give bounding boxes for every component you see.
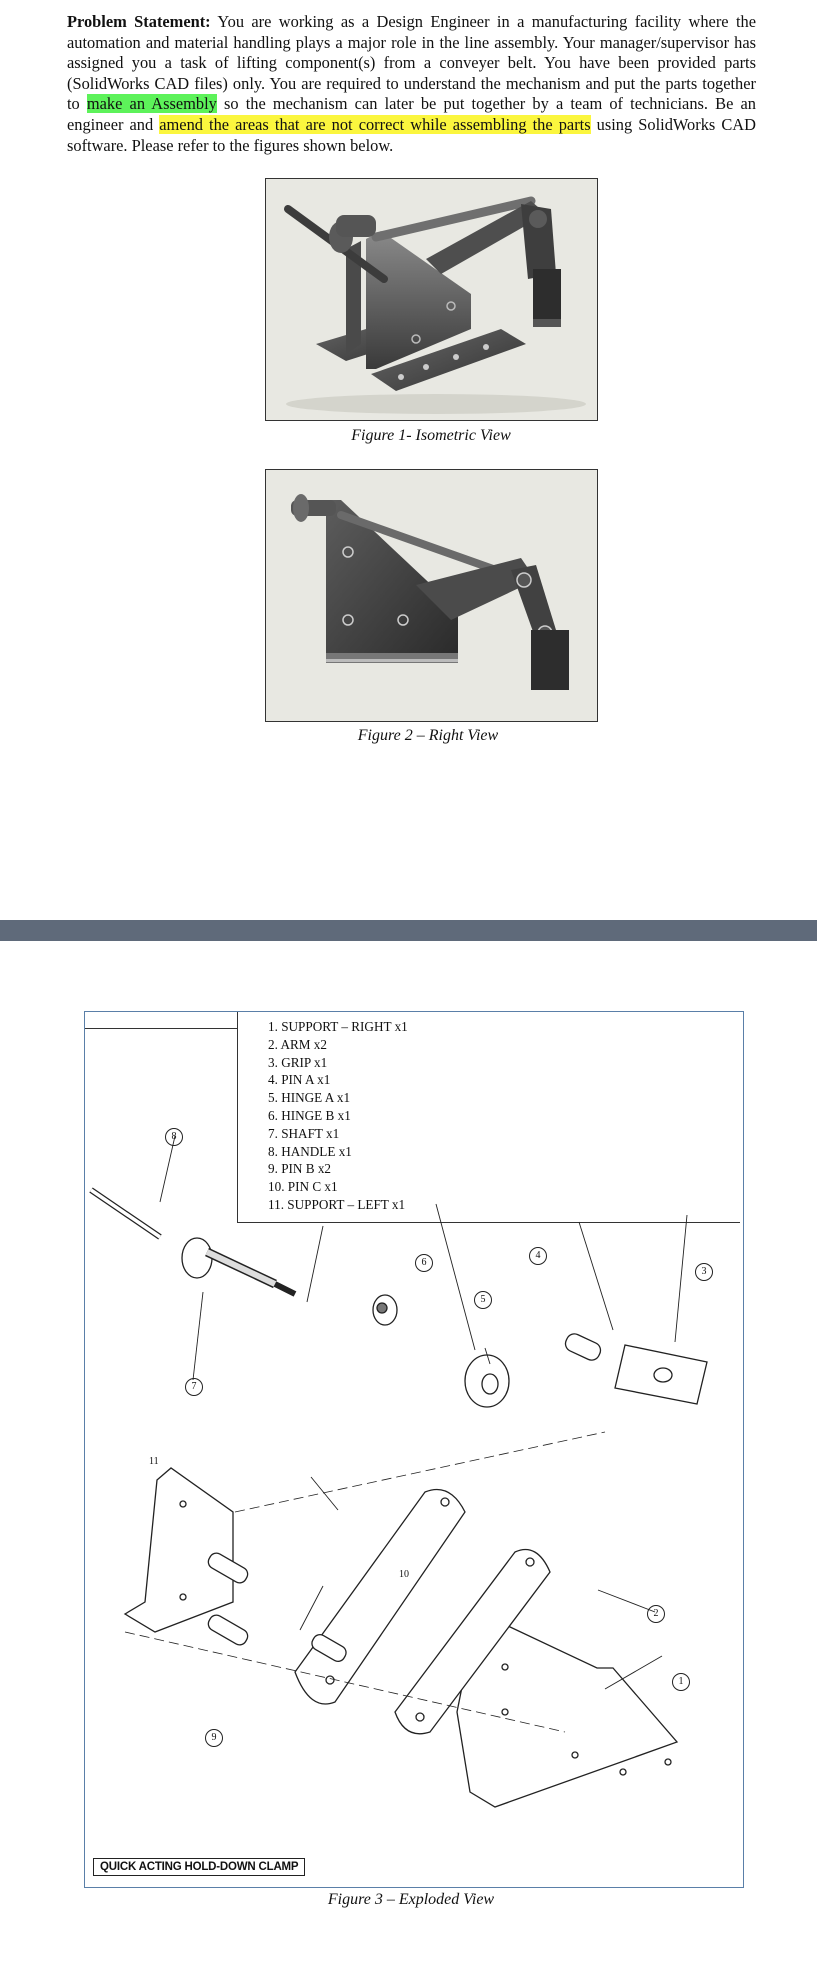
callout-10: 10: [399, 1569, 409, 1580]
parts-list-item: 10. PIN C x1: [268, 1179, 338, 1195]
callout-11: 11: [149, 1456, 159, 1467]
figure-2-right-view-image: [265, 469, 598, 722]
parts-list-item: 8. HANDLE x1: [268, 1143, 352, 1159]
callout-6: 6: [415, 1254, 433, 1272]
right-view-clamp-render: [266, 470, 597, 721]
callout-4: 4: [529, 1247, 547, 1265]
highlight-amend-areas: amend the areas that are not correct while assembling the parts: [159, 114, 591, 134]
parts-list-item: 2. ARM x2: [268, 1036, 327, 1052]
parts-list-item: 3. GRIP x1: [268, 1054, 328, 1070]
parts-list-item: 6. HINGE B x1: [268, 1107, 351, 1123]
parts-list-item: 4. PIN A x1: [268, 1072, 331, 1088]
callout-2: 2: [647, 1605, 665, 1623]
exploded-view-line-art: [85, 1012, 743, 1887]
figure-1-isometric-image: [265, 178, 598, 421]
callout-3: 3: [695, 1263, 713, 1281]
parts-list-item: 11. SUPPORT – LEFT x1: [268, 1196, 406, 1212]
callout-7: 7: [185, 1378, 203, 1396]
figure-3-exploded-view-drawing: [84, 1011, 744, 1888]
problem-heading: Problem Statement:: [67, 12, 211, 31]
problem-text-2: so the mechanism can later be put together by a team of technicians. Be an engineer and: [67, 94, 756, 134]
figure-3-caption: Figure 3 – Exploded View: [327, 1891, 495, 1908]
callout-1: 1: [672, 1673, 690, 1691]
parts-list-item: 7. SHAFT x1: [268, 1125, 340, 1141]
callout-9: 9: [205, 1729, 223, 1747]
parts-list-item: 1. SUPPORT – RIGHT x1: [268, 1019, 408, 1034]
page-separator: [0, 920, 817, 941]
callout-5: 5: [474, 1291, 492, 1309]
figure-1-caption: Figure 1- Isometric View: [351, 427, 511, 444]
drawing-title-label: QUICK ACTING HOLD-DOWN CLAMP: [93, 1858, 305, 1876]
problem-text-3: using SolidWorks CAD software. Please refer to the figures shown below.: [67, 114, 756, 155]
figure-2-caption: Figure 2 – Right View: [357, 727, 499, 744]
parts-list-item: 9. PIN B x2: [268, 1161, 332, 1177]
problem-text-1: You are working as a Design Engineer in a manufacturing facility where the automation and material handling plays a major role in the line assembly. Your manager/supervisor has assigned you a task of lifting component(s) from a conveyer belt. You have been provided parts (SolidWorks CAD files) only. You are required to understand the mechanism and put the parts together to: [67, 12, 756, 114]
callout-8: 8: [165, 1128, 183, 1146]
parts-list-item: 5. HINGE A x1: [268, 1090, 351, 1106]
problem-statement: [67, 12, 756, 156]
isometric-clamp-render: [266, 179, 597, 420]
highlight-make-assembly: make an Assembly: [86, 94, 217, 114]
